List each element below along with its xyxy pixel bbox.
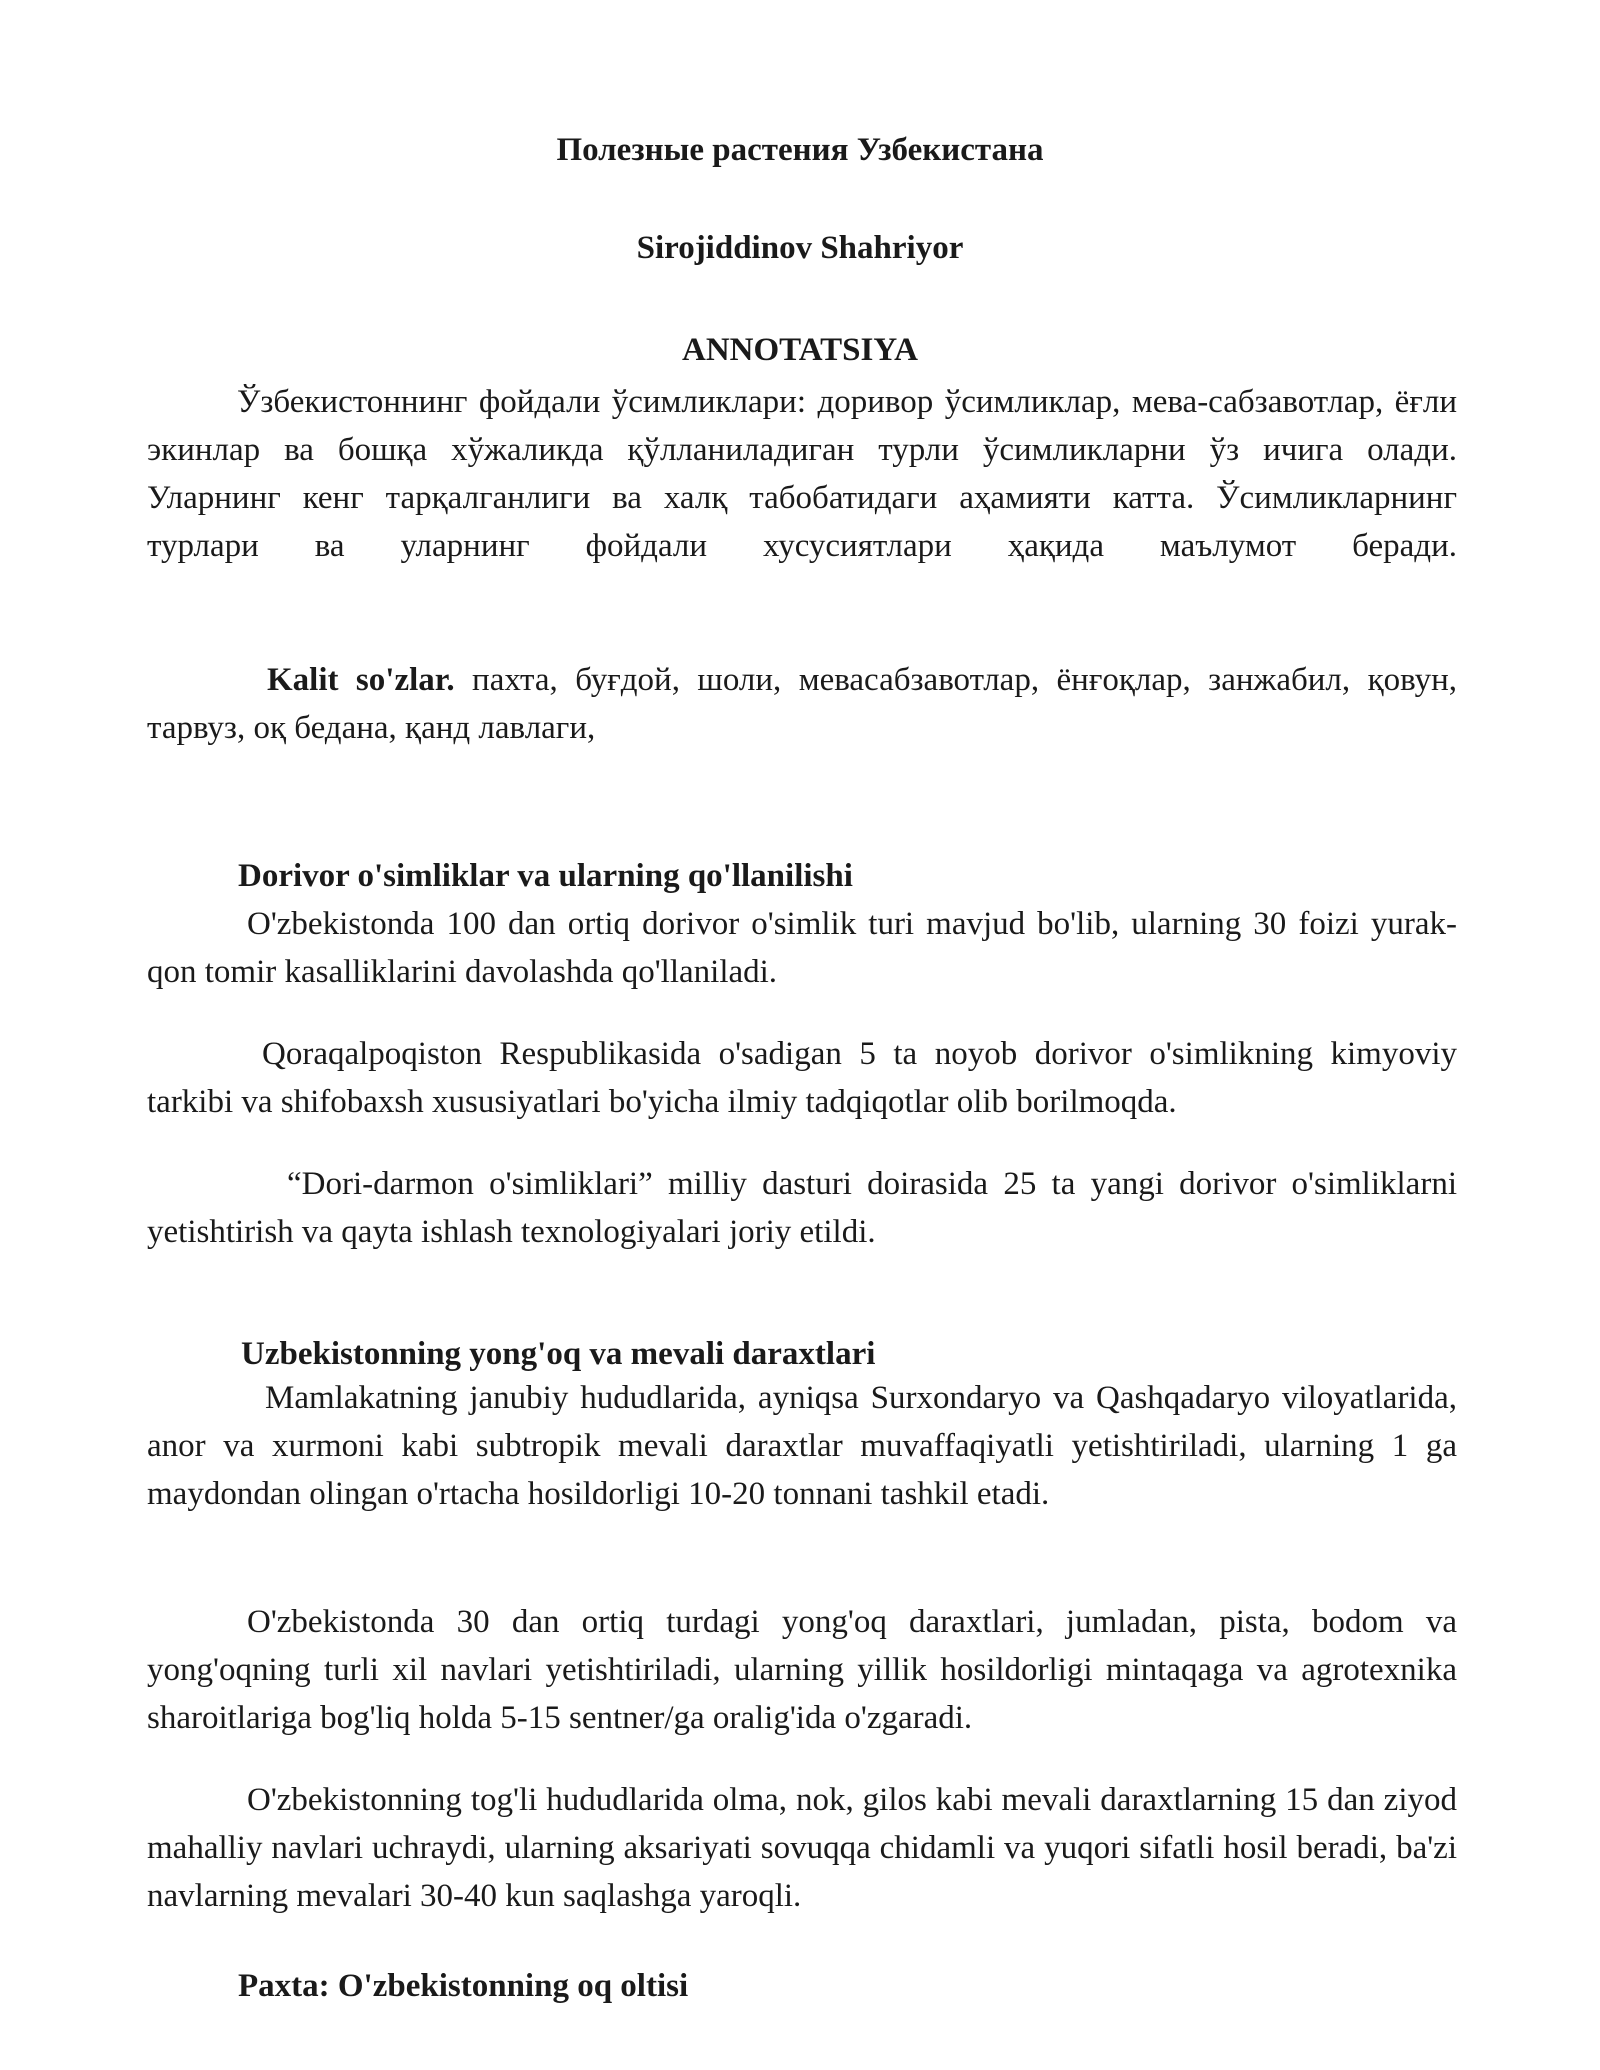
keywords-paragraph — [147, 656, 1457, 752]
annotation-paragraph: Ўзбекистоннинг фойдали ўсимликлари: доривор ўсимликлар, мева-сабзавотлар, ёғли экинлар ва бошқа хўжаликда қўлланиладиган турли ўсимликларни ўз ичига олади. Уларнинг кенг тарқалганлиги ва халқ табобатидаги аҳамияти катта. Ўсимликларнинг турлари ва уларнинг фойдали хусусиятлари ҳақида маълумот беради. — [147, 384, 1457, 564]
section1-paragraph-1: O'zbekistonda 100 dan ortiq dorivor o'simlik turi mavjud bo'lib, ularning 30 foizi yurak-qon tomir kasalliklarini davolashda qo'llaniladi. — [147, 906, 1457, 990]
document-title: Полезные растения Узбекистана — [556, 132, 1044, 168]
author-name: Sirojiddinov Shahriyor — [636, 230, 964, 266]
section2-paragraph-1: Mamlakatning janubiy hududlarida, ayniqsa Surxondaryo va Qashqadaryo viloyatlarida, anor va xurmoni kabi subtropik mevali daraxtlar muvaffaqiyatli yetishtiriladi, ularning 1 ga maydondan olingan o'rtacha hosildorligi 10-20 tonnani tashkil etadi. — [147, 1380, 1457, 1512]
section-heading-cotton: Paxta: O'zbekistonning oq oltisi — [238, 1968, 689, 2004]
keywords-list: пахта, буғдой, шоли, мевасабзавотлар, ёнғоқлар, занжабил, қовун, тарвуз, оқ бедана, қанд лавлаги, — [147, 662, 1457, 746]
section1-paragraph-3: “Dori-darmon o'simliklari” milliy dasturi doirasida 25 ta yangi dorivor o'simliklarni yetishtirish va qayta ishlash texnologiyalari joriy etildi. — [147, 1166, 1457, 1250]
section-heading-fruit-trees: Uzbekistonning yong'oq va mevali daraxtlari — [241, 1336, 876, 1372]
section2-paragraph-2: O'zbekistonda 30 dan ortiq turdagi yong'oq daraxtlari, jumladan, pista, bodom va yong'oqning turli xil navlari yetishtiriladi, ularning yillik hosildorligi mintaqaga va agrotexnika sharoitlariga bog'liq holda 5-15 sentner/ga oralig'ida o'zgaradi. — [147, 1604, 1457, 1736]
section1-paragraph-2: Qoraqalpoqiston Respublikasida o'sadigan 5 ta noyob dorivor o'simlikning kimyoviy tarkibi va shifobaxsh xususiyatlari bo'yicha ilmiy tadqiqotlar olib borilmoqda. — [147, 1036, 1457, 1120]
annotation-heading: ANNOTATSIYA — [682, 332, 918, 368]
section-heading-medicinal: Dorivor o'simliklar va ularning qo'llanilishi — [238, 858, 853, 894]
section2-paragraph-3: O'zbekistonning tog'li hududlarida olma, nok, gilos kabi mevali daraxtlarning 15 dan ziyod mahalliy navlari uchraydi, ularning aksariyati sovuqqa chidamli va yuqori sifatli hosil beradi, ba'zi navlarning mevalari 30-40 kun saqlashga yaroqli. — [147, 1782, 1457, 1914]
keywords-label: Kalit so'zlar. — [267, 662, 455, 698]
